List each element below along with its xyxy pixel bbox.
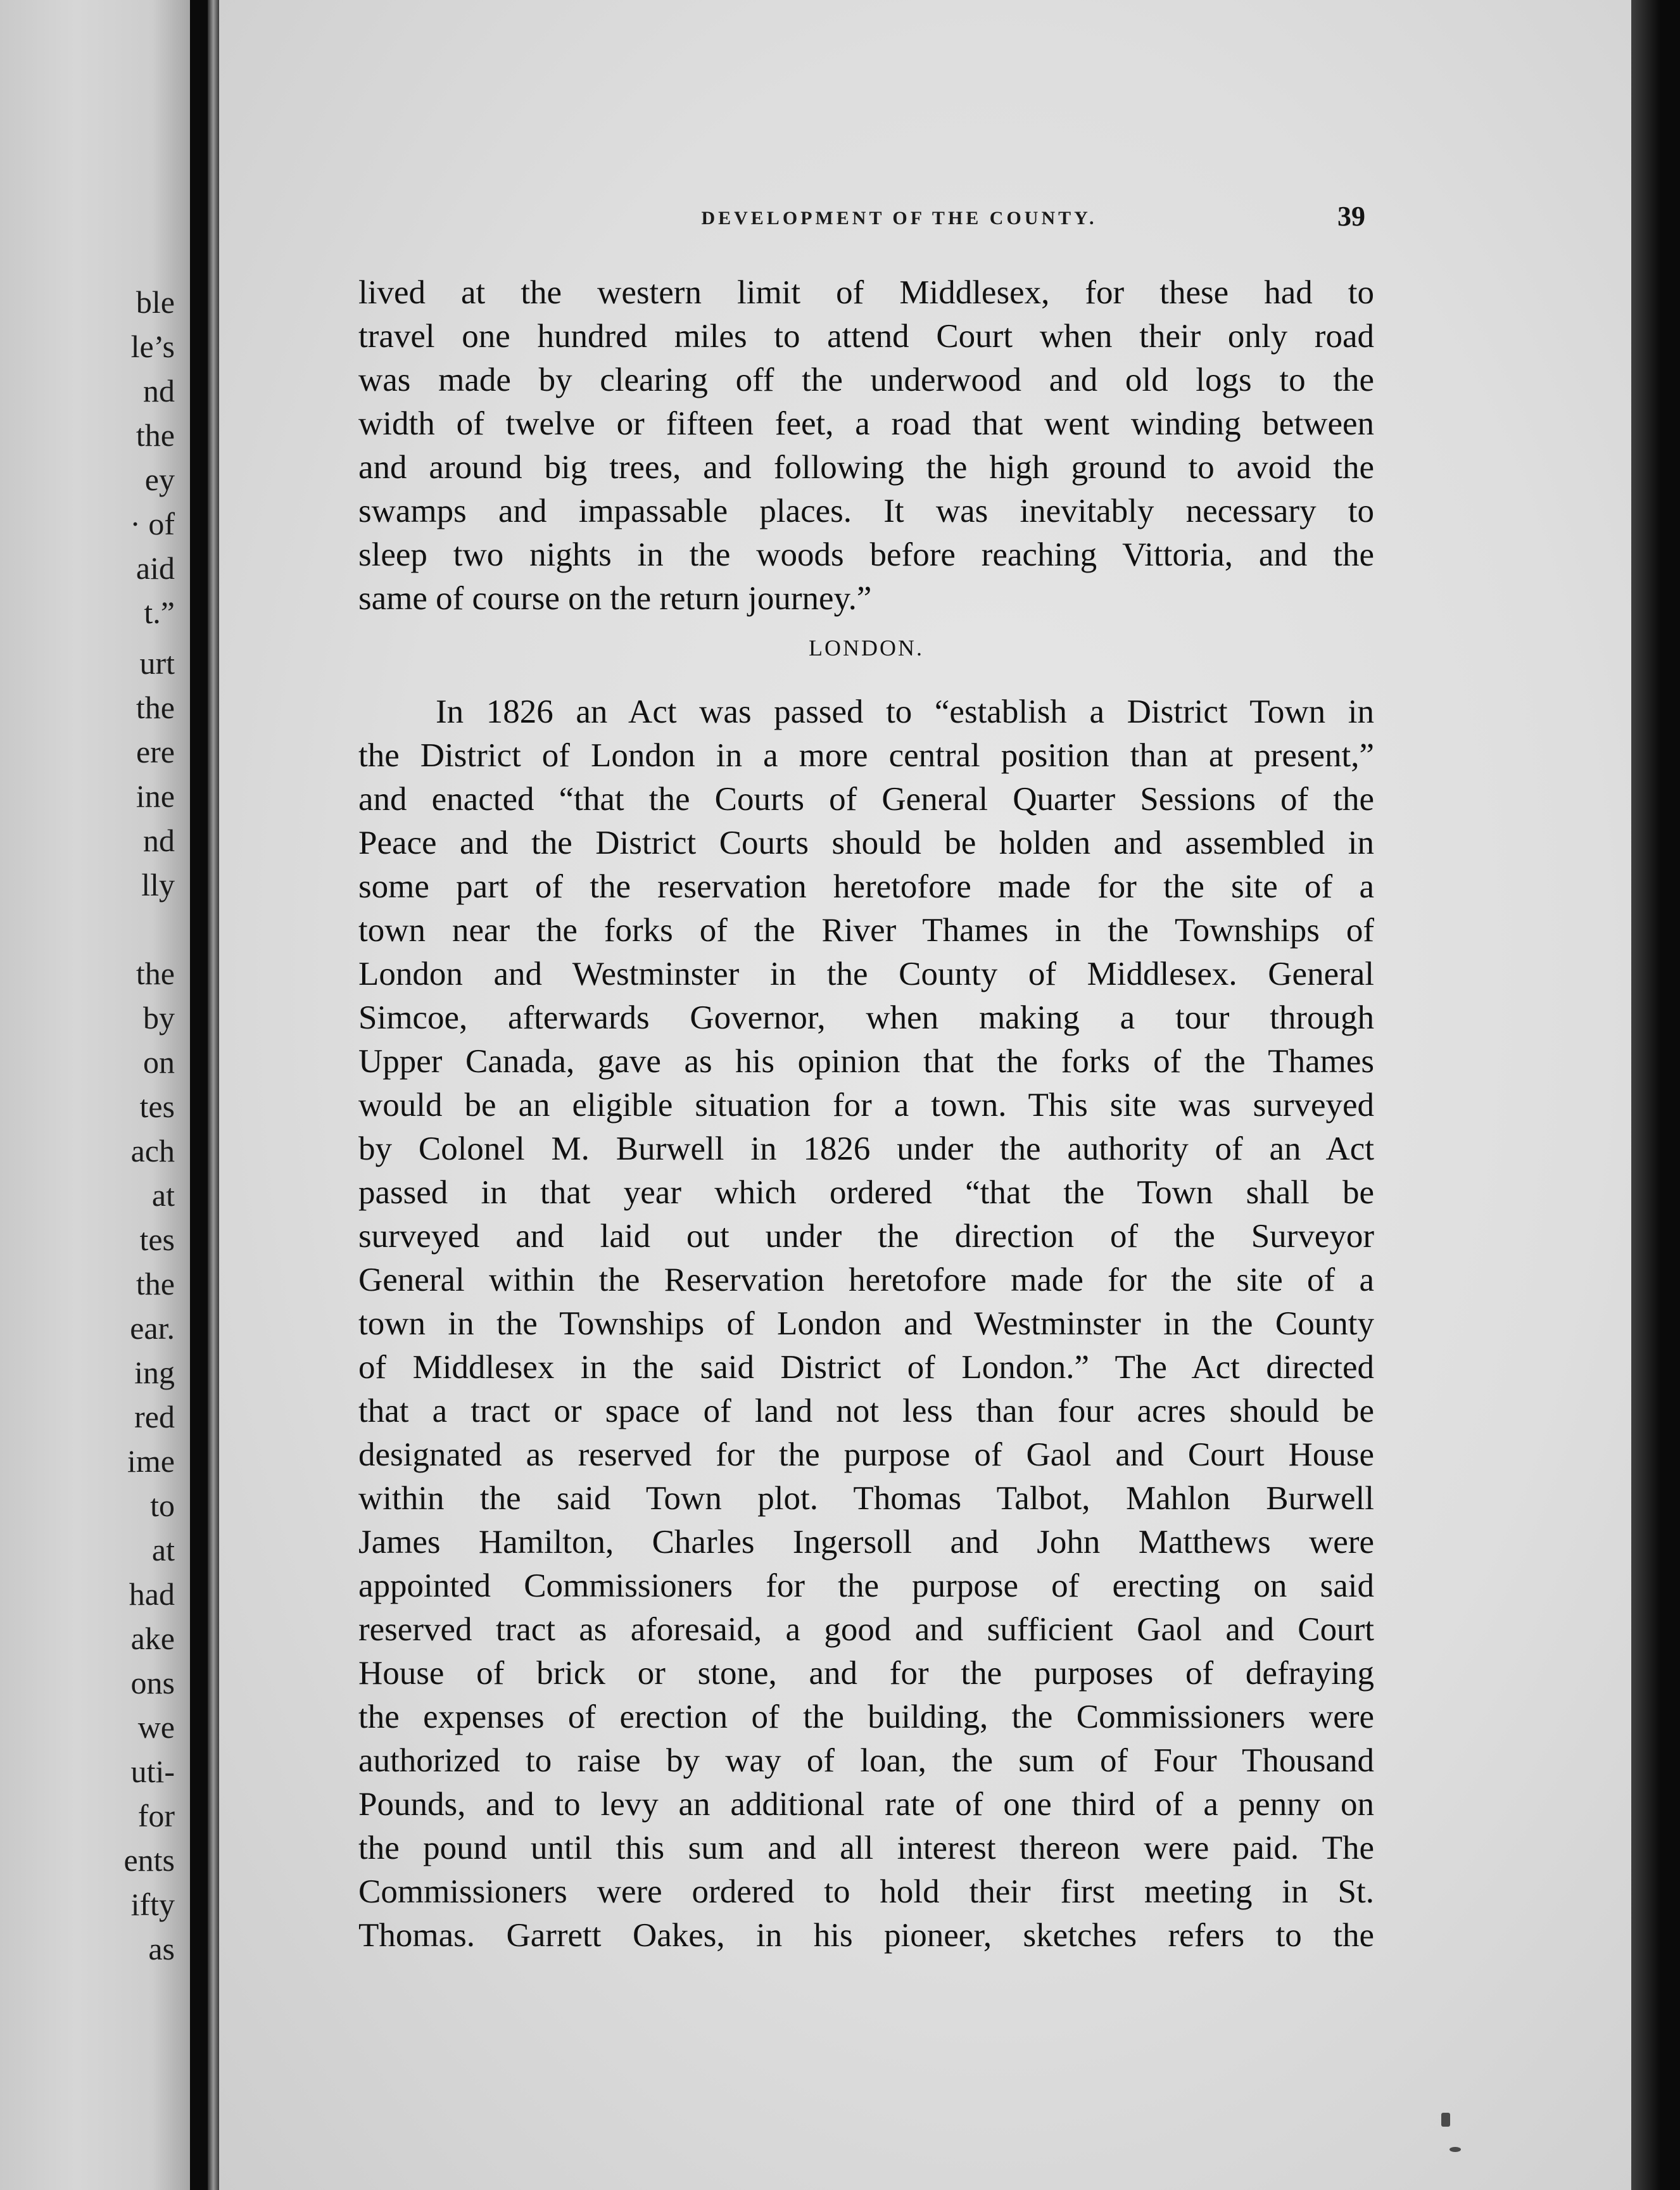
previous-page-fragment: ents [123, 1842, 175, 1878]
text-line: appointed Commissioners for the purpose of erecting on said [358, 1567, 1374, 1604]
paragraph-london [358, 690, 1374, 1958]
text-line: was made by clearing off the underwood and old logs to the [358, 362, 1374, 398]
text-line: Commissioners were ordered to hold their first meeting in St. [358, 1873, 1374, 1910]
previous-page-fragment: ey [144, 462, 175, 497]
text-line: passed in that year which ordered “that the Town shall be [358, 1174, 1374, 1211]
previous-page-fragment: at [151, 1177, 175, 1213]
running-head: DEVELOPMENT OF THE COUNTY. [701, 208, 1097, 229]
previous-page-fragment: red [134, 1399, 175, 1434]
text-line: and enacted “that the Courts of General Quarter Sessions of the [358, 781, 1374, 818]
text-line: surveyed and laid out under the direction of the Surveyor [358, 1218, 1374, 1255]
text-line: authorized to raise by way of loan, the sum of Four Thousand [358, 1742, 1374, 1779]
text-line: lived at the western limit of Middlesex, for these had to [358, 274, 1374, 311]
previous-page-fragment: ach [130, 1133, 175, 1168]
section-heading: LONDON. [809, 635, 924, 661]
previous-page-fragment: ons [130, 1665, 175, 1700]
previous-page-fragment: the [136, 956, 175, 991]
previous-page-fragment: urt [139, 645, 175, 681]
text-line: Upper Canada, gave as his opinion that the forks of the Thames [358, 1043, 1374, 1080]
text-line: would be an eligible situation for a town. This site was surveyed [358, 1087, 1374, 1123]
text-line: sleep two nights in the woods before reaching Vittoria, and the [358, 536, 1374, 573]
paragraph-continued [358, 271, 1374, 621]
previous-page-fragment: t.” [144, 595, 175, 630]
previous-page-fragment: ifty [130, 1887, 175, 1922]
previous-page-fragment: we [137, 1709, 175, 1745]
text-line: the expenses of erection of the building, the Commissioners were [358, 1699, 1374, 1735]
text-line: width of twelve or fifteen feet, a road that went winding between [358, 405, 1374, 442]
previous-page-fragment: at [151, 1532, 175, 1567]
previous-page-fragment: tes [139, 1222, 175, 1257]
book-spine [208, 0, 219, 2190]
previous-page-fragment: had [129, 1576, 175, 1612]
previous-page-edge [0, 0, 190, 2190]
text-line: General within the Reservation heretofore made for the site of a [358, 1262, 1374, 1298]
scan-blemish [1449, 2147, 1461, 2152]
previous-page-fragment: ear. [130, 1310, 175, 1346]
text-line: that a tract or space of land not less than four acres should be [358, 1393, 1374, 1429]
text-line: town near the forks of the River Thames in the Townships of [358, 912, 1374, 949]
previous-page-fragment: le’s [130, 329, 175, 364]
previous-page-fragment: uti- [130, 1754, 175, 1789]
text-line: of Middlesex in the said District of London.” The Act directed [358, 1349, 1374, 1386]
scan-blemish [1441, 2113, 1450, 2127]
text-line: some part of the reservation heretofore made for the site of a [358, 868, 1374, 905]
previous-page-fragment: ime [127, 1443, 175, 1479]
previous-page-fragment: tes [139, 1089, 175, 1124]
previous-page-fragment: ine [136, 778, 175, 814]
text-line: travel one hundred miles to attend Court when their only road [358, 318, 1374, 355]
text-line: designated as reserved for the purpose of Gaol and Court House [358, 1436, 1374, 1473]
previous-page-fragment: lly [141, 867, 175, 902]
text-line: swamps and impassable places. It was inevitably necessary to [358, 493, 1374, 529]
previous-page-fragment: nd [143, 373, 175, 408]
previous-page-fragment: ing [134, 1355, 175, 1390]
text-line: Peace and the District Courts should be holden and assembled in [358, 825, 1374, 861]
text-line: within the said Town plot. Thomas Talbot, Mahlon Burwell [358, 1480, 1374, 1517]
text-line: London and Westminster in the County of Middlesex. General [358, 956, 1374, 992]
text-line: In 1826 an Act was passed to “establish a District Town in [436, 693, 1374, 730]
previous-page-fragment: the [136, 1266, 175, 1301]
previous-page-fragment: the [136, 690, 175, 725]
previous-page-fragment: to [150, 1488, 175, 1523]
previous-page-fragment: as [148, 1931, 175, 1966]
text-line: and around big trees, and following the high ground to avoid the [358, 449, 1374, 486]
text-line: same of course on the return journey.” [358, 580, 872, 617]
text-line: Simcoe, afterwards Governor, when making a tour through [358, 999, 1374, 1036]
previous-page-fragment: aid [136, 550, 175, 586]
text-line: House of brick or stone, and for the purposes of defraying [358, 1655, 1374, 1692]
previous-page-fragment: the [136, 417, 175, 453]
text-line: Pounds, and to levy an additional rate of one third of a penny on [358, 1786, 1374, 1823]
previous-page-fragment: ble [136, 284, 175, 320]
previous-page-fragment: for [137, 1798, 175, 1833]
text-line: reserved tract as aforesaid, a good and sufficient Gaol and Court [358, 1611, 1374, 1648]
previous-page-fragment: ake [130, 1621, 175, 1656]
text-line: by Colonel M. Burwell in 1826 under the authority of an Act [358, 1130, 1374, 1167]
previous-page-fragment: · of [130, 506, 175, 541]
text-line: the pound until this sum and all interest thereon were paid. The [358, 1830, 1374, 1866]
previous-page-fragment: nd [143, 823, 175, 858]
text-line: the District of London in a more central position than at present,” [358, 737, 1374, 774]
page-gutter [190, 0, 208, 2190]
text-line: James Hamilton, Charles Ingersoll and John Matthews were [358, 1524, 1374, 1560]
page-edge-shadow [1631, 0, 1680, 2190]
previous-page-fragment: on [143, 1044, 175, 1080]
previous-page-fragment: by [143, 1000, 175, 1035]
text-line: Thomas. Garrett Oakes, in his pioneer, sketches refers to the [358, 1917, 1374, 1954]
page-number: 39 [1337, 201, 1365, 232]
text-line: town in the Townships of London and Westminster in the County [358, 1305, 1374, 1342]
previous-page-fragment: ere [136, 734, 175, 769]
